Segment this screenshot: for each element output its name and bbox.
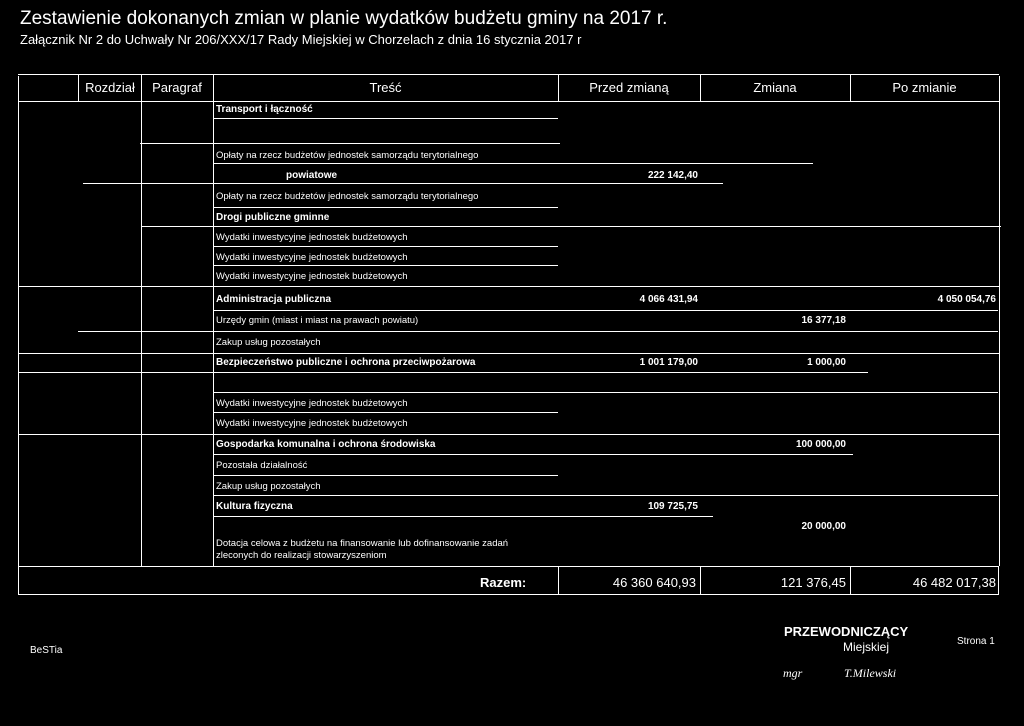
signature-prefix: mgr <box>783 666 803 680</box>
row-divider <box>18 286 999 287</box>
row-divider <box>213 475 558 476</box>
row-item: Wydatki inwestycyjne jednostek budżetowych <box>216 232 408 243</box>
row-divider <box>213 163 813 164</box>
row-divider <box>140 143 560 144</box>
col-divider <box>558 566 559 594</box>
page-number: Strona 1 <box>957 636 995 647</box>
row-divider <box>78 331 998 332</box>
row-item: Opłaty na rzecz budżetów jednostek samorządu terytorialnego <box>216 191 479 202</box>
row-divider <box>213 392 998 393</box>
row-item: Wydatki inwestycyjne jednostek budżetowych <box>216 398 408 409</box>
total-top-border <box>18 566 999 567</box>
row-divider <box>213 246 558 247</box>
col-divider <box>850 566 851 594</box>
col-divider <box>700 566 701 594</box>
generator-label: BeSTia <box>30 645 63 656</box>
row-divider <box>213 516 713 517</box>
col-divider <box>18 566 19 594</box>
row-kultura: Kultura fizyczna <box>216 501 293 512</box>
row-divider <box>141 226 1001 227</box>
document-title: Zestawienie dokonanych zmian w planie wydatków budżetu gminy na 2017 r. <box>20 8 668 29</box>
row-divider <box>83 183 723 184</box>
value-przed: 222 142,40 <box>647 170 698 181</box>
signature-name: T.Milewski <box>844 666 897 680</box>
row-divider <box>213 412 558 413</box>
row-divider <box>213 310 998 311</box>
row-bezpieczenstwo: Bezpieczeństwo publiczne i ochrona przeciwpożarowa <box>216 357 476 368</box>
changes-table <box>18 76 1000 566</box>
value-po: 4 050 054,76 <box>937 294 996 305</box>
row-gospodarka: Gospodarka komunalna i ochrona środowiska <box>216 439 436 450</box>
col-divider <box>998 566 999 594</box>
header-tresc: Treść <box>369 80 402 95</box>
row-divider <box>213 118 558 119</box>
value-przed: 109 725,75 <box>647 501 698 512</box>
row-item: Wydatki inwestycyjne jednostek budżetowych <box>216 418 408 429</box>
row-item: Wydatki inwestycyjne jednostek budżetowych <box>216 252 408 263</box>
total-bottom-border <box>18 594 999 595</box>
value-zmiana: 16 377,18 <box>801 315 846 326</box>
document-subtitle: Załącznik Nr 2 do Uchwały Nr 206/XXX/17 Rady Miejskiej w Chorzelach z dnia 16 stycznia 2017 r <box>20 32 582 47</box>
header-paragraf: Paragraf <box>152 80 202 95</box>
row-administracja: Administracja publiczna <box>216 294 332 305</box>
row-divider <box>213 207 558 208</box>
row-item: powiatowe <box>286 170 338 181</box>
row-item: Zakup usług pozostałych <box>216 337 321 348</box>
value-zmiana: 1 000,00 <box>807 357 846 368</box>
value-zmiana: 20 000,00 <box>801 521 846 532</box>
row-item: Drogi publiczne gminne <box>216 212 330 223</box>
col-divider <box>213 74 214 566</box>
chairman-title: PRZEWODNICZĄCY <box>784 624 909 639</box>
header-po-zmianie: Po zmianie <box>892 80 957 95</box>
row-divider <box>18 372 868 373</box>
col-divider <box>141 74 142 566</box>
row-divider <box>18 353 999 354</box>
chairman-subtitle: Miejskiej <box>843 640 890 654</box>
total-label: Razem: <box>480 575 527 590</box>
header-bottom-border <box>18 101 999 102</box>
total-po: 46 482 017,38 <box>912 575 996 590</box>
row-item: Urzędy gmin (miast i miast na prawach powiatu) <box>216 315 419 326</box>
table-top-border <box>18 74 999 75</box>
row-divider <box>213 454 853 455</box>
value-zmiana: 100 000,00 <box>795 439 846 450</box>
row-divider <box>213 495 998 496</box>
row-transport: Transport i łączność <box>216 104 313 115</box>
total-zmiana: 121 376,45 <box>780 575 846 590</box>
header-przed-zmiana: Przed zmianą <box>589 80 669 95</box>
row-item: Zakup usług pozostałych <box>216 481 321 492</box>
total-przed: 46 360 640,93 <box>612 575 696 590</box>
row-item: Opłaty na rzecz budżetów jednostek samorządu terytorialnego <box>216 150 479 161</box>
row-item: Wydatki inwestycyjne jednostek budżetowych <box>216 271 408 282</box>
header-rozdzial: Rozdział <box>85 80 135 95</box>
row-item: Dotacja celowa z budżetu na finansowanie lub dofinansowanie zadań <box>216 538 509 549</box>
value-przed: 1 001 179,00 <box>639 357 698 368</box>
value-przed: 4 066 431,94 <box>639 294 698 305</box>
row-item: zleconych do realizacji stowarzyszeniom <box>216 550 387 561</box>
header-zmiana: Zmiana <box>753 80 797 95</box>
row-item: Pozostała działalność <box>216 460 308 471</box>
row-divider <box>18 434 999 435</box>
row-divider <box>213 265 558 266</box>
